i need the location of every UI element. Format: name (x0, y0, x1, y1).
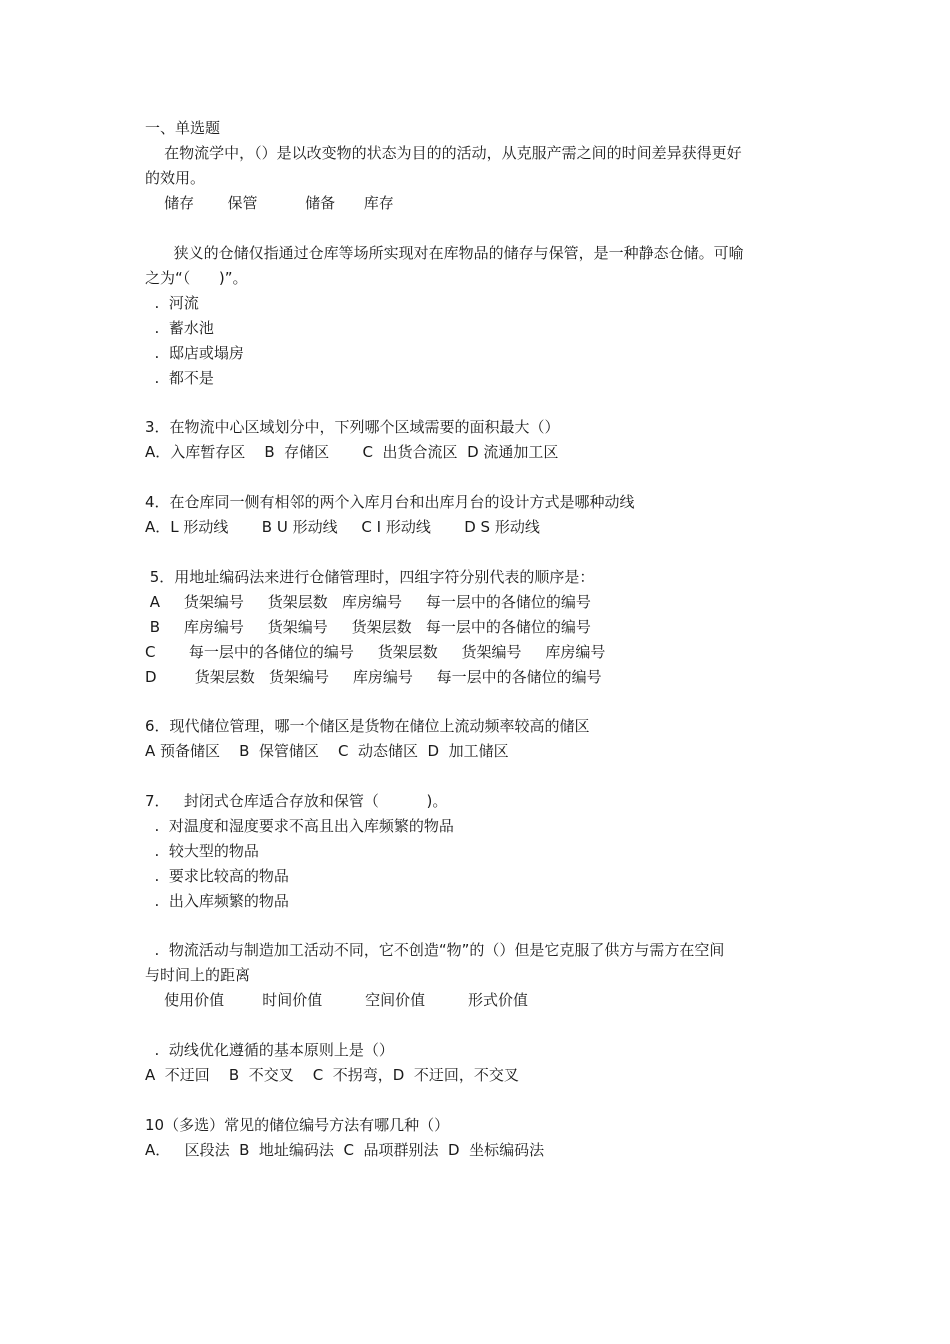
question-6-text: 6．现代储位管理，哪一个储区是货物在储位上流动频率较高的储区 (145, 717, 590, 735)
question-5-text: 5．用地址编码法来进行仓储管理时，四组字符分别代表的顺序是： (145, 568, 595, 586)
question-2-option: . 邸店或塌房 (145, 344, 244, 362)
question-8-options: 使用价值 时间价值 空间价值 形式价值 (145, 991, 529, 1009)
question-5-option: D 货架层数 货架编号 库房编号 每一层中的各储位的编号 (145, 668, 602, 686)
question-10-options: A． 区段法 B 地址编码法 C 品项群别法 D 坐标编码法 (145, 1141, 545, 1159)
section-heading: 一、单选题 (145, 119, 221, 137)
question-9-text: . 动线优化遵循的基本原则上是（） (145, 1041, 394, 1059)
question-3-text: 3．在物流中心区域划分中，下列哪个区域需要的面积最大（） (145, 418, 560, 436)
question-3-options: A．入库暂存区 B 存储区 C 出货合流区 D 流通加工区 (145, 443, 559, 461)
question-1-text: 在物流学中，（）是以改变物的状态为目的的活动，从克服产需之间的时间差异获得更好 (145, 144, 742, 162)
question-8-text-cont: 与时间上的距离 (145, 966, 251, 984)
question-2-option: . 河流 (145, 294, 199, 312)
question-7-option: . 要求比较高的物品 (145, 867, 289, 885)
question-5-option: A 货架编号 货架层数 库房编号 每一层中的各储位的编号 (145, 593, 591, 611)
question-5-option: C 每一层中的各储位的编号 货架层数 货架编号 库房编号 (145, 643, 606, 661)
question-1-text-cont: 的效用。 (145, 169, 206, 187)
question-2-option: . 蓄水池 (145, 319, 214, 337)
question-7-option: . 对温度和湿度要求不高且出入库频繁的物品 (145, 817, 454, 835)
question-1-options: 储存 保管 储备 库存 (145, 194, 394, 212)
question-9-options: A 不迂回 B 不交叉 C 不拐弯，D 不迂回，不交叉 (145, 1066, 519, 1084)
question-2-option: . 都不是 (145, 369, 214, 387)
question-4-options: A．L 形动线 B U 形动线 C I 形动线 D S 形动线 (145, 518, 540, 536)
question-8-text: . 物流活动与制造加工活动不同，它不创造“物”的（）但是它克服了供方与需方在空间 (145, 941, 725, 959)
question-7-text: 7． 封闭式仓库适合存放和保管（ )。 (145, 792, 448, 810)
question-7-option: . 出入库频繁的物品 (145, 892, 289, 910)
question-10-text: 10（多选）常见的储位编号方法有哪几种（） (145, 1116, 450, 1134)
question-4-text: 4．在仓库同一侧有相邻的两个入库月台和出库月台的设计方式是哪种动线 (145, 493, 635, 511)
question-7-option: . 较大型的物品 (145, 842, 259, 860)
question-2-text-cont: 之为“（ )”。 (145, 269, 248, 287)
question-5-option: B 库房编号 货架编号 货架层数 每一层中的各储位的编号 (145, 618, 591, 636)
question-6-options: A 预备储区 B 保管储区 C 动态储区 D 加工储区 (145, 742, 509, 760)
question-2-text: 狭义的仓储仅指通过仓库等场所实现对在库物品的储存与保管，是一种静态仓储。可喻 (145, 244, 744, 262)
